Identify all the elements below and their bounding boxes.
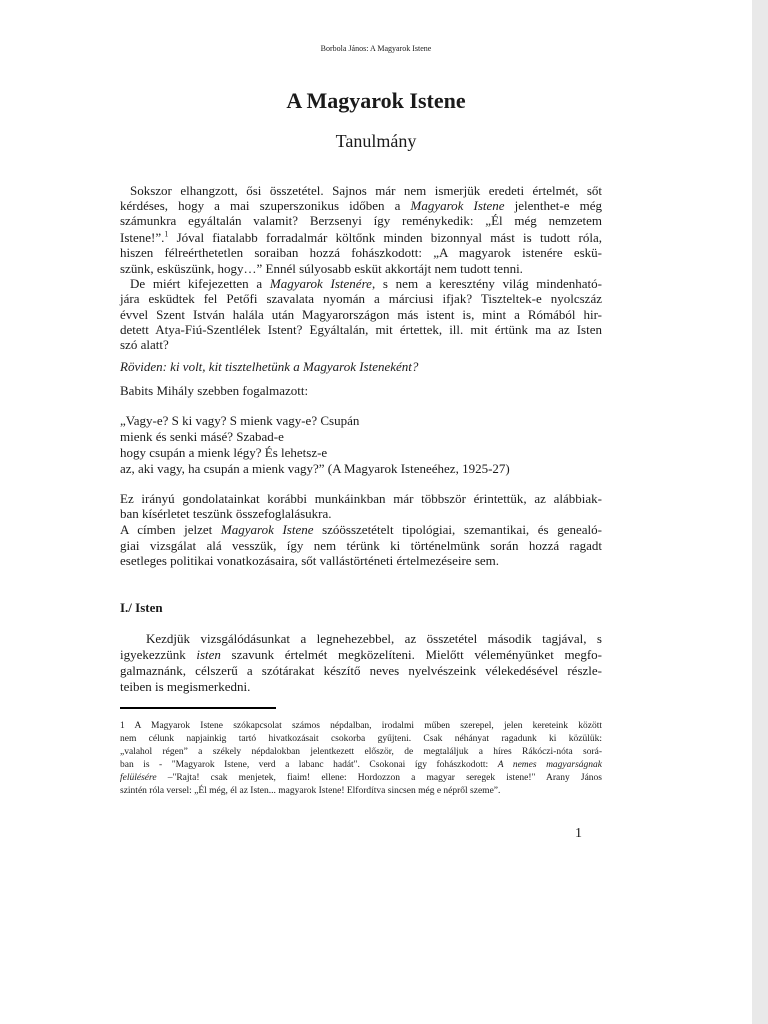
page-title: A Magyarok Istene xyxy=(286,88,466,113)
text-line: galmaznánk, célszerű a szótárakat készítő neves nyelvészeink vélekedésével részle- xyxy=(120,663,602,678)
footnote-rule xyxy=(120,707,276,709)
text-line: Sokszor elhangzott, ősi összetétel. Sajnos már nem ismerjük eredeti értelmét, sőt xyxy=(130,183,602,198)
footnote-line: nem célunk napjainkig tartó hivatkozásait csokorba gyűjteni. Csak néhányat ragadunk ki közülük: xyxy=(120,734,602,744)
footnote-line: „valahol régen” a székely népdalokban jelentkezett először, de megtaláljuk a híres Rákóczi-nóta sorá- xyxy=(120,747,602,757)
scrollbar-track[interactable] xyxy=(752,0,768,1024)
page-subtitle: Tanulmány xyxy=(335,131,417,151)
text-line: esetleges politikai vonatkozásaira, sőt vallástörténeti értelmezéseire sem. xyxy=(120,553,500,568)
text-line: Kezdjük vizsgálódásunkat a legnehezebbel, az összetétel második tagjával, s xyxy=(146,631,602,646)
italic-question: Röviden: ki volt, kit tisztelhetünk a Magyarok Isteneként? xyxy=(120,359,419,374)
poem-line: mienk és senki másé? Szabad-e xyxy=(120,429,284,444)
text-line: szünk, esküszünk, hogy…” Ennél súlyosabb esküt akkortájt nem tudott tenni. xyxy=(120,261,523,276)
text-line: számunkra egyáltalán valamit? Berzsenyi így reménykedik: „Él még nemzetem xyxy=(120,213,602,228)
text-line: kérdéses, hogy a mai szuperszonikus időben a Magyarok Istene jelenthet-e még xyxy=(120,198,602,213)
text-line: teiben is megismerkedni. xyxy=(120,679,251,694)
footnote-line: szintén róla versel: „Él még, él az Isten... magyarok Istene! Elfordítva sincsen még e népről szeme”. xyxy=(120,786,501,796)
text-line: De miért kifejezetten a Magyarok Istenére, s nem a keresztény világ mindenható- xyxy=(130,276,602,291)
text-line: A címben jelzet Magyarok Istene szóösszetételt tipológiai, szemantikai, és genealó- xyxy=(120,522,602,537)
text-line: Ez irányú gondolatainkat korábbi munkáinkban már többször érintettük, az alábbiak- xyxy=(120,491,602,506)
text-line: detett Atya-Fiú-Szentlélek Istent? Egyáltalán, mit értettek, ill. mit értünk ma az Isten xyxy=(120,322,602,337)
footnote-line: 1 A Magyarok Istene szókapcsolat számos népdalban, irodalmi műben szerepel, jelen kereteink között xyxy=(120,721,602,731)
text-line: igyekezzünk isten szavunk értelmét megközelíteni. Mielőtt véleményünket megfo- xyxy=(120,647,602,662)
footnote-marker: 1 xyxy=(164,229,169,239)
section-heading: I./ Isten xyxy=(120,600,163,615)
footnote-line: ban is - "Magyarok Istene, verd a labanc hadát". Csokonai így fohászkodott: A nemes magyarságnak xyxy=(120,760,603,770)
page-number: 1 xyxy=(575,826,582,841)
text-line: szó alatt? xyxy=(120,337,169,352)
text-line: évvel Szent István halála után Magyarországon más istent is, mint a Rómából hir- xyxy=(120,307,602,322)
text-line: Istene!”.$^1$ Jóval fiatalabb forradalmár költőnk minden bizonnyal mást is tudott róla, xyxy=(120,229,602,245)
text-line: hiszen félreérthetetlen soraiban hozzá fohászkodott: „A magyarok istenére eskü- xyxy=(120,245,602,260)
text-line: giai vizsgálat alá vesszük, így nem térünk ki történelmünk során hozzá ragadt xyxy=(120,538,602,553)
footnote-line: felülésére –"Rajta! csak menjetek, fiaim! ellene: Hordozzon a magyar seregek istene!" Arany János xyxy=(120,773,602,783)
text-line: ban kísérletet teszünk összefoglalásukra. xyxy=(120,506,332,521)
text-line: Babits Mihály szebben fogalmazott: xyxy=(120,383,309,398)
poem-line: hogy csupán a mienk légy? És lehetsz-e xyxy=(120,445,328,460)
poem-line: az, aki vagy, ha csupán a mienk vagy?” (A Magyarok Isteneéhez, 1925-27) xyxy=(120,461,510,476)
poem-line: „Vagy-e? S ki vagy? S mienk vagy-e? Csupán xyxy=(120,413,360,428)
text-line: jára esküdtek fel Petőfi szavalata nyomán a márciusi ifjak? Tiszteltek-e nyolcszáz xyxy=(120,291,602,306)
running-header: Borbola János: A Magyarok Istene xyxy=(320,44,432,53)
